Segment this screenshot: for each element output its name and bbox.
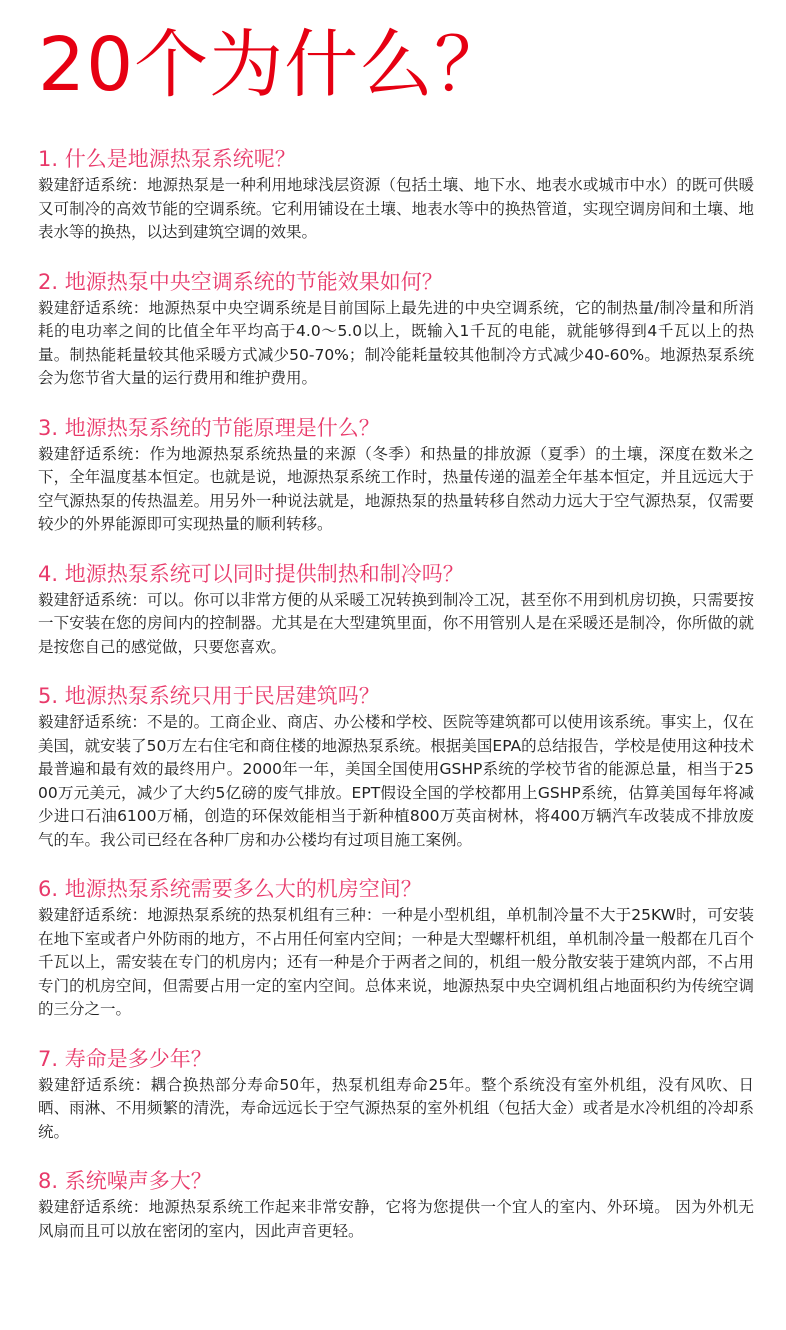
faq-question: 1. 什么是地源热泵系统呢？ — [38, 147, 296, 171]
faq-item-3 — [38, 413, 754, 537]
faq-answer: 毅建舒适系统：可以。你可以非常方便的从采暖工况转换到制冷工况，甚至你不用到机房切换，只需要按一下安装在您的房间内的控制器。尤其是在大型建筑里面，你不用管别人是在采暖还是制冷，你所做的就是按您自己的感觉做，只要您喜欢。 — [38, 590, 754, 656]
faq-question: 2. 地源热泵中央空调系统的节能效果如何？ — [38, 269, 443, 294]
faq-question: 8. 系统噪声多大？ — [38, 1169, 212, 1193]
faq-answer: 毅建舒适系统：耦合换热部分寿命50年，热泵机组寿命25年。整个系统没有室外机组，没有风吹、日晒、雨淋、不用频繁的清洗，寿命远远长于空气源热泵的室外机组（包括大金）或者是水冷机组的冷却系统。 — [38, 1075, 754, 1141]
faq-question: 5. 地源热泵系统只用于民居建筑吗？ — [38, 684, 380, 708]
faq-item-2 — [38, 267, 754, 391]
faq-answer: 毅建舒适系统：不是的。工商企业、商店、办公楼和学校、医院等建筑都可以使用该系统。事实上，仅在美国，就安装了50万左右住宅和商住楼的地源热泵系统。根据美国EPA的总结报告，学校是使用这种技术最普遍和最有效的最终用户。2000年一年，美国全国使用GSHP系统的学校节省的能源总量，相当于2500万元美元，减少了大约5亿磅的废气排放。EPT假设全国的学校都用上GSHP系统，估算美国每年将减少进口石油6100万桶，创造的环保效能相当于新种植800万英亩树林，将400万辆汽车改装成不排放废气的车。我公司已经在各种厂房和办公楼均有过项目施工案例。 — [38, 713, 754, 849]
faq-question: 7. 寿命是多少年？ — [38, 1046, 212, 1071]
faq-answer: 毅建舒适系统：地源热泵是一种利用地球浅层资源（包括土壤、地下水、地表水或城市中水）的既可供暖又可制冷的高效节能的空调系统。它利用铺设在土壤、地表水等中的换热管道，实现空调房间和土壤、地表水等的换热，以达到建筑空调的效果。 — [38, 176, 754, 241]
page-title: 20个为什么？ — [38, 22, 510, 108]
faq-question: 6. 地源热泵系统需要多么大的机房空间？ — [38, 877, 422, 901]
faq-item-1 — [38, 144, 754, 245]
faq-question: 3. 地源热泵系统的节能原理是什么？ — [38, 415, 380, 440]
faq-answer: 毅建舒适系统：地源热泵系统工作起来非常安静，它将为您提供一个宜人的室内、外环境。 因为外机无风扇而且可以放在密闭的室内，因此声音更轻。 — [38, 1198, 754, 1240]
faq-item-4 — [38, 559, 754, 660]
faq-list — [38, 144, 754, 1265]
faq-question: 4. 地源热泵系统可以同时提供制热和制冷吗？ — [38, 561, 464, 586]
faq-item-7 — [38, 1044, 754, 1145]
faq-answer: 毅建舒适系统：地源热泵系统的热泵机组有三种：一种是小型机组，单机制冷量不大于25KW时，可安装在地下室或者户外防雨的地方，不占用任何室内空间；一种是大型螺杆机组，单机制冷量一般都在几百个千瓦以上，需安装在专门的机房内；还有一种是介于两者之间的，机组一般分散安装于建筑内部，不占用专门的机房空间，但需要占用一定的室内空间。总体来说，地源热泵中央空调机组占地面积约为传统空调的三分之一。 — [38, 906, 754, 1018]
faq-answer: 毅建舒适系统：地源热泵中央空调系统是目前国际上最先进的中央空调系统，它的制热量/制冷量和所消耗的电功率之间的比值全年平均高于4.0～5.0以上，既输入1千瓦的电能，就能够得到4千瓦以上的热量。制热能耗量较其他采暖方式减少50-70%；制冷能耗量较其他制冷方式减少40-60%。地源热泵系统会为您节省大量的运行费用和维护费用。 — [38, 298, 754, 387]
faq-item-5 — [38, 681, 754, 852]
faq-item-8 — [38, 1166, 754, 1243]
faq-answer: 毅建舒适系统：作为地源热泵系统热量的来源（冬季）和热量的排放源（夏季）的土壤，深度在数米之下，全年温度基本恒定。也就是说，地源热泵系统工作时，热量传递的温差全年基本恒定，并且远远大于空气源热泵的传热温差。用另外一种说法就是，地源热泵的热量转移自然动力远大于空气源热泵，仅需要较少的外界能源即可实现热量的顺利转移。 — [38, 444, 754, 533]
faq-item-6 — [38, 874, 754, 1022]
